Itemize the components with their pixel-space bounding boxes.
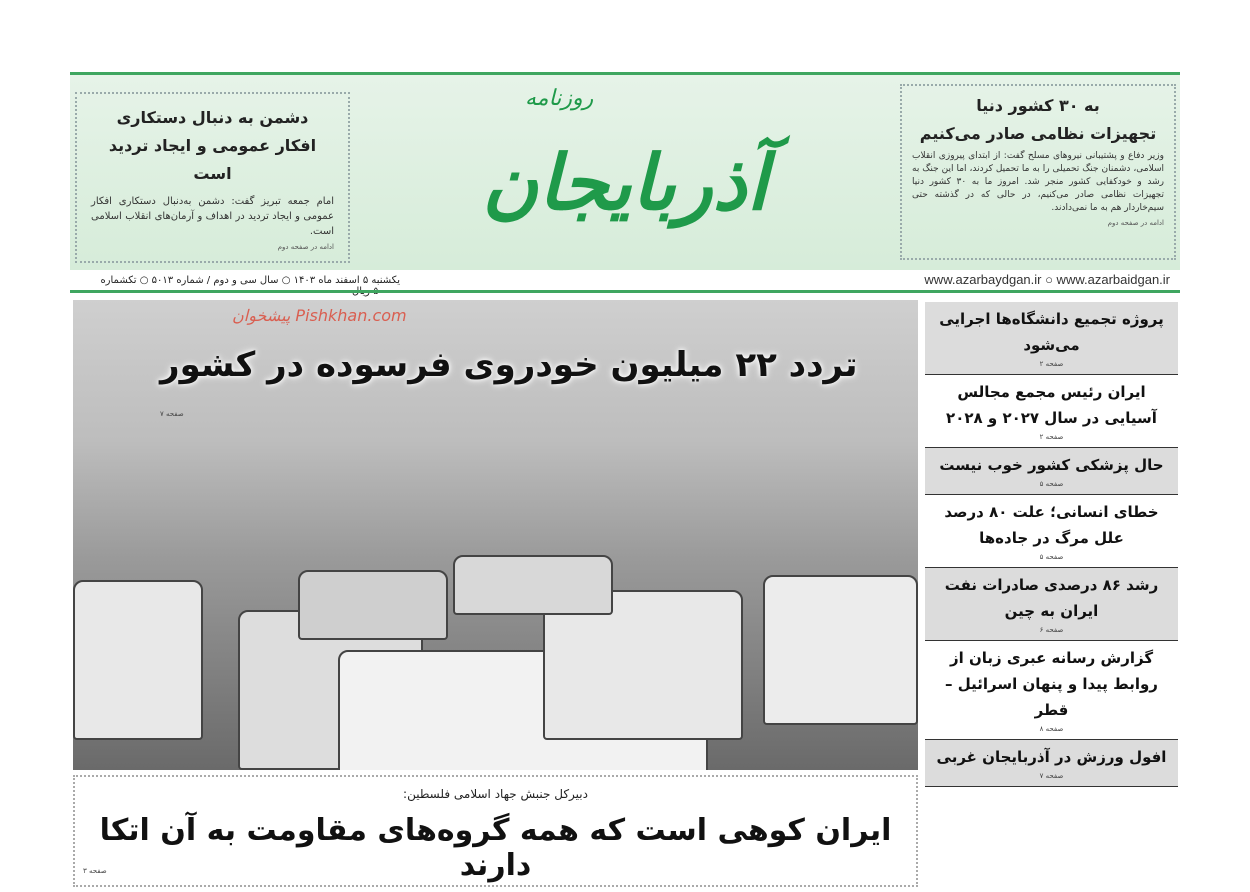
watermark: پیشخوان Pishkhan.com — [232, 306, 407, 325]
sidebar-item-title: پروژه تجمیع دانشگاه‌ها اجرایی می‌شود — [939, 310, 1164, 354]
right-teaser-body: وزیر دفاع و پشتیبانی نیروهای مسلح گفت: از ابتدای پیروزی انقلاب اسلامی، دشمنان جنگ تحمیلی را به ما تحمیل کردند، اما این جنگ به رشد و خودکفایی کشور منجر شد. امروز ما به ۳۰ کشور دنیا تجهیزات نظامی صادر می‌کنیم، در حالی که در گذشته حتی سیم‌خاردار هم به ما نمی‌دادند. — [912, 151, 1164, 213]
left-teaser-continued: ادامه در صفحه دوم — [277, 243, 334, 251]
left-teaser-title-2: افکار عمومی و ایجاد تردید است — [108, 136, 317, 183]
sidebar-item-page: صفحه ۶ — [1039, 626, 1064, 634]
sidebar-item[interactable] — [925, 568, 1178, 641]
dateline: یکشنبه ۵ اسفند ماه ۱۴۰۳ ○ سال سی و دوم / شماره ۵۰۱۳ ○ تکشماره — [100, 275, 400, 286]
websites[interactable]: www.azarbaydgan.ir ○ www.azarbaidgan.ir — [924, 272, 1170, 287]
bottom-headline: ایران کوهی است که همه گروه‌های مقاومت به آن اتکا دارند — [99, 813, 892, 883]
sidebar-item-title: گزارش رسانه عبری زبان از روابط پیدا و پنهان اسرائیل – قطر — [945, 649, 1158, 719]
sidebar-item-title: ایران رئیس مجمع مجالس آسیایی در سال ۲۰۲۷ و ۲۰۲۸ — [946, 383, 1157, 427]
sidebar-headlines — [925, 302, 1178, 787]
logo-text: آذربایجان — [482, 138, 768, 227]
right-teaser-title-2: تجهیزات نظامی صادر می‌کنیم — [919, 124, 1157, 143]
bottom-story[interactable] — [73, 775, 918, 887]
left-teaser-body: امام جمعه تبریز گفت: دشمن به‌دنبال دستکاری افکار عمومی و ایجاد تردید در اهداف و آرمان‌های انقلاب اسلامی است. — [91, 196, 334, 237]
sidebar-item-title: خطای انسانی؛ علت ۸۰ درصد علل مرگ در جاده‌ها — [944, 503, 1159, 547]
left-teaser-box[interactable] — [75, 92, 350, 263]
bottom-page-ref: صفحه ۳ — [83, 867, 107, 875]
sidebar-item[interactable] — [925, 740, 1178, 787]
newspaper-logo — [415, 78, 835, 278]
sidebar-item-page: صفحه ۲ — [1039, 433, 1064, 441]
sidebar-item[interactable] — [925, 302, 1178, 375]
sidebar-item-page: صفحه ۵ — [1039, 553, 1064, 561]
sidebar-item-title: رشد ۸۶ درصدی صادرات نفت ایران به چین — [944, 576, 1159, 620]
sidebar-item-title: افول ورزش در آذربایجان غربی — [936, 748, 1167, 766]
sidebar-item[interactable] — [925, 495, 1178, 568]
bottom-kicker: دبیرکل جنبش جهاد اسلامی فلسطین: — [403, 787, 588, 801]
sidebar-item-page: صفحه ۸ — [1039, 725, 1064, 733]
left-teaser-title: دشمن به دنبال دستکاری — [116, 108, 309, 127]
sidebar-item-page: صفحه ۲ — [1039, 360, 1064, 368]
divider — [70, 290, 1180, 293]
sidebar-item[interactable] — [925, 448, 1178, 495]
right-teaser-title: به ۳۰ کشور دنیا — [976, 96, 1100, 115]
sidebar-item-page: صفحه ۷ — [1039, 772, 1064, 780]
sidebar-item-page: صفحه ۵ — [1039, 480, 1064, 488]
right-teaser-box[interactable] — [900, 84, 1176, 260]
sidebar-item[interactable] — [925, 375, 1178, 448]
sidebar-item-title: حال پزشکی کشور خوب نیست — [939, 456, 1164, 474]
main-headline[interactable]: تردد ۲۲ میلیون خودروی فرسوده در کشور — [160, 345, 858, 385]
right-teaser-continued: ادامه در صفحه دوم — [1107, 219, 1164, 227]
main-page-ref: صفحه ۷ — [160, 410, 184, 418]
logo-prefix: روزنامه — [525, 86, 594, 111]
sidebar-item[interactable] — [925, 641, 1178, 740]
